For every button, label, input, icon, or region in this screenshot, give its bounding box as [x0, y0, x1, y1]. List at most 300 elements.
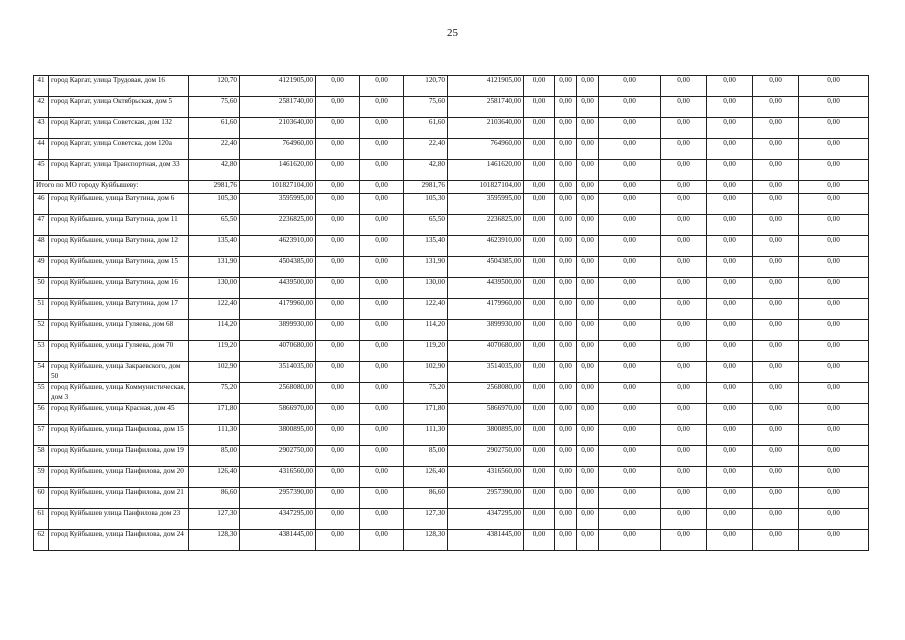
value-cell: 0,00 — [753, 278, 799, 299]
row-number: 56 — [34, 404, 49, 425]
value-cell: 111,30 — [404, 425, 448, 446]
value-cell: 0,00 — [555, 404, 577, 425]
value-cell: 75,60 — [189, 97, 240, 118]
value-cell: 0,00 — [661, 341, 707, 362]
table-row — [34, 509, 869, 530]
value-cell: 0,00 — [577, 299, 599, 320]
value-cell: 0,00 — [316, 362, 360, 383]
value-cell: 0,00 — [707, 362, 753, 383]
value-cell: 4623910,00 — [448, 236, 524, 257]
value-cell: 102,90 — [404, 362, 448, 383]
value-cell: 4179960,00 — [448, 299, 524, 320]
value-cell: 0,00 — [753, 181, 799, 194]
value-cell: 0,00 — [661, 160, 707, 181]
value-cell: 0,00 — [524, 488, 555, 509]
value-cell: 0,00 — [707, 467, 753, 488]
value-cell: 0,00 — [360, 118, 404, 139]
value-cell: 0,00 — [799, 76, 869, 97]
value-cell: 0,00 — [316, 467, 360, 488]
address-cell: город Куйбышев, улица Ватутина, дом 16 — [49, 278, 189, 299]
value-cell: 0,00 — [577, 530, 599, 551]
value-cell: 0,00 — [316, 425, 360, 446]
value-cell: 3595995,00 — [240, 194, 316, 215]
address-cell: город Каргат, улица Октябрьская, дом 5 — [49, 97, 189, 118]
value-cell: 0,00 — [555, 278, 577, 299]
value-cell: 0,00 — [555, 509, 577, 530]
value-cell: 0,00 — [555, 139, 577, 160]
value-cell: 0,00 — [799, 509, 869, 530]
value-cell: 0,00 — [316, 404, 360, 425]
address-cell: город Куйбышев, улица Закраевского, дом 50 — [49, 362, 189, 383]
value-cell: 86,60 — [189, 488, 240, 509]
value-cell: 4070680,00 — [448, 341, 524, 362]
value-cell: 65,50 — [404, 215, 448, 236]
table-row — [34, 488, 869, 509]
value-cell: 4347295,00 — [448, 509, 524, 530]
value-cell: 4121905,00 — [240, 76, 316, 97]
table-row — [34, 467, 869, 488]
table-row — [34, 320, 869, 341]
value-cell: 0,00 — [753, 236, 799, 257]
value-cell: 0,00 — [707, 236, 753, 257]
value-cell: 0,00 — [577, 118, 599, 139]
value-cell: 0,00 — [707, 257, 753, 278]
value-cell: 120,70 — [404, 76, 448, 97]
address-cell: город Каргат, улица Транспортная, дом 33 — [49, 160, 189, 181]
value-cell: 105,30 — [404, 194, 448, 215]
value-cell: 0,00 — [707, 404, 753, 425]
value-cell: 2236825,00 — [448, 215, 524, 236]
row-number: 57 — [34, 425, 49, 446]
value-cell: 0,00 — [555, 425, 577, 446]
value-cell: 5866970,00 — [448, 404, 524, 425]
value-cell: 0,00 — [577, 383, 599, 404]
value-cell: 0,00 — [360, 181, 404, 194]
value-cell: 0,00 — [707, 488, 753, 509]
value-cell: 2103640,00 — [448, 118, 524, 139]
address-cell: город Куйбышев, улица Ватутина, дом 11 — [49, 215, 189, 236]
row-number: 47 — [34, 215, 49, 236]
value-cell: 0,00 — [599, 446, 661, 467]
value-cell: 119,20 — [189, 341, 240, 362]
value-cell: 0,00 — [555, 362, 577, 383]
value-cell: 122,40 — [189, 299, 240, 320]
value-cell: 0,00 — [753, 215, 799, 236]
row-number: 41 — [34, 76, 49, 97]
value-cell: 0,00 — [524, 530, 555, 551]
value-cell: 0,00 — [316, 236, 360, 257]
address-cell: город Каргат, улица Трудовая, дом 16 — [49, 76, 189, 97]
value-cell: 2902750,00 — [240, 446, 316, 467]
value-cell: 0,00 — [799, 97, 869, 118]
value-cell: 0,00 — [799, 341, 869, 362]
value-cell: 764960,00 — [240, 139, 316, 160]
value-cell: 0,00 — [599, 404, 661, 425]
value-cell: 0,00 — [316, 488, 360, 509]
value-cell: 0,00 — [799, 194, 869, 215]
value-cell: 0,00 — [360, 299, 404, 320]
table-row — [34, 118, 869, 139]
value-cell: 0,00 — [524, 139, 555, 160]
value-cell: 86,60 — [404, 488, 448, 509]
address-cell: город Куйбышев, улица Гуляева, дом 70 — [49, 341, 189, 362]
value-cell: 0,00 — [799, 320, 869, 341]
value-cell: 0,00 — [316, 194, 360, 215]
value-cell: 22,40 — [189, 139, 240, 160]
value-cell: 0,00 — [753, 299, 799, 320]
value-cell: 0,00 — [524, 76, 555, 97]
value-cell: 4504385,00 — [240, 257, 316, 278]
value-cell: 0,00 — [555, 160, 577, 181]
value-cell: 0,00 — [360, 194, 404, 215]
value-cell: 105,30 — [189, 194, 240, 215]
address-cell: город Куйбышев, улица Ватутина, дом 12 — [49, 236, 189, 257]
address-cell: город Каргат, улица Советска, дом 120а — [49, 139, 189, 160]
value-cell: 0,00 — [799, 160, 869, 181]
value-cell: 0,00 — [707, 278, 753, 299]
value-cell: 0,00 — [577, 278, 599, 299]
value-cell: 0,00 — [599, 215, 661, 236]
value-cell: 0,00 — [555, 530, 577, 551]
value-cell: 4439500,00 — [448, 278, 524, 299]
value-cell: 0,00 — [577, 236, 599, 257]
value-cell: 131,90 — [189, 257, 240, 278]
value-cell: 111,30 — [189, 425, 240, 446]
table-body — [34, 76, 869, 551]
row-number: 55 — [34, 383, 49, 404]
value-cell: 126,40 — [404, 467, 448, 488]
value-cell: 0,00 — [316, 160, 360, 181]
value-cell: 85,00 — [189, 446, 240, 467]
value-cell: 0,00 — [360, 278, 404, 299]
value-cell: 101827104,00 — [448, 181, 524, 194]
value-cell: 0,00 — [555, 467, 577, 488]
value-cell: 0,00 — [555, 341, 577, 362]
value-cell: 0,00 — [577, 97, 599, 118]
row-number: 53 — [34, 341, 49, 362]
value-cell: 0,00 — [661, 383, 707, 404]
value-cell: 0,00 — [599, 278, 661, 299]
value-cell: 0,00 — [555, 97, 577, 118]
table-row — [34, 97, 869, 118]
value-cell: 42,80 — [404, 160, 448, 181]
value-cell: 0,00 — [661, 320, 707, 341]
value-cell: 764960,00 — [448, 139, 524, 160]
value-cell: 0,00 — [360, 236, 404, 257]
value-cell: 0,00 — [555, 181, 577, 194]
value-cell: 0,00 — [753, 467, 799, 488]
value-cell: 0,00 — [753, 446, 799, 467]
value-cell: 85,00 — [404, 446, 448, 467]
value-cell: 0,00 — [599, 383, 661, 404]
value-cell: 4347295,00 — [240, 509, 316, 530]
value-cell: 1461620,00 — [240, 160, 316, 181]
value-cell: 2981,76 — [404, 181, 448, 194]
value-cell: 3899930,00 — [240, 320, 316, 341]
value-cell: 0,00 — [360, 320, 404, 341]
value-cell: 0,00 — [316, 341, 360, 362]
value-cell: 0,00 — [577, 509, 599, 530]
value-cell: 0,00 — [661, 236, 707, 257]
table-row — [34, 362, 869, 383]
value-cell: 102,90 — [189, 362, 240, 383]
value-cell: 0,00 — [524, 320, 555, 341]
value-cell: 3800895,00 — [448, 425, 524, 446]
total-label: Итого по МО городу Куйбышеву: — [34, 181, 189, 194]
value-cell: 0,00 — [753, 341, 799, 362]
value-cell: 0,00 — [360, 467, 404, 488]
value-cell: 4121905,00 — [448, 76, 524, 97]
value-cell: 0,00 — [555, 488, 577, 509]
value-cell: 0,00 — [360, 530, 404, 551]
value-cell: 0,00 — [707, 341, 753, 362]
value-cell: 0,00 — [360, 404, 404, 425]
value-cell: 4316560,00 — [448, 467, 524, 488]
value-cell: 0,00 — [316, 97, 360, 118]
value-cell: 0,00 — [316, 530, 360, 551]
value-cell: 22,40 — [404, 139, 448, 160]
value-cell: 120,70 — [189, 76, 240, 97]
value-cell: 0,00 — [524, 194, 555, 215]
row-number: 50 — [34, 278, 49, 299]
value-cell: 0,00 — [599, 425, 661, 446]
value-cell: 0,00 — [316, 257, 360, 278]
value-cell: 2581740,00 — [448, 97, 524, 118]
value-cell: 0,00 — [555, 236, 577, 257]
value-cell: 0,00 — [316, 181, 360, 194]
row-number: 45 — [34, 160, 49, 181]
value-cell: 0,00 — [599, 341, 661, 362]
value-cell: 0,00 — [753, 139, 799, 160]
address-cell: город Куйбышев, улица Ватутина, дом 6 — [49, 194, 189, 215]
value-cell: 0,00 — [316, 215, 360, 236]
table-row — [34, 278, 869, 299]
value-cell: 119,20 — [404, 341, 448, 362]
value-cell: 0,00 — [524, 236, 555, 257]
value-cell: 0,00 — [360, 446, 404, 467]
value-cell: 0,00 — [524, 257, 555, 278]
value-cell: 65,50 — [189, 215, 240, 236]
value-cell: 0,00 — [524, 299, 555, 320]
value-cell: 0,00 — [599, 257, 661, 278]
address-cell: город Куйбышев, улица Панфилова, дом 15 — [49, 425, 189, 446]
value-cell: 0,00 — [360, 488, 404, 509]
value-cell: 0,00 — [661, 488, 707, 509]
value-cell: 0,00 — [799, 181, 869, 194]
value-cell: 0,00 — [316, 139, 360, 160]
value-cell: 61,60 — [189, 118, 240, 139]
value-cell: 0,00 — [753, 362, 799, 383]
value-cell: 171,80 — [404, 404, 448, 425]
value-cell: 0,00 — [577, 76, 599, 97]
row-number: 52 — [34, 320, 49, 341]
table-row — [34, 236, 869, 257]
value-cell: 0,00 — [360, 383, 404, 404]
value-cell: 122,40 — [404, 299, 448, 320]
value-cell: 101827104,00 — [240, 181, 316, 194]
value-cell: 0,00 — [799, 530, 869, 551]
value-cell: 0,00 — [577, 215, 599, 236]
value-cell: 0,00 — [524, 383, 555, 404]
value-cell: 2103640,00 — [240, 118, 316, 139]
value-cell: 128,30 — [404, 530, 448, 551]
value-cell: 0,00 — [799, 404, 869, 425]
value-cell: 0,00 — [599, 320, 661, 341]
page-number: 25 — [447, 27, 458, 39]
value-cell: 0,00 — [753, 160, 799, 181]
value-cell: 0,00 — [524, 278, 555, 299]
value-cell: 0,00 — [316, 320, 360, 341]
value-cell: 0,00 — [577, 257, 599, 278]
value-cell: 0,00 — [661, 257, 707, 278]
value-cell: 0,00 — [555, 257, 577, 278]
value-cell: 0,00 — [753, 383, 799, 404]
value-cell: 0,00 — [577, 194, 599, 215]
value-cell: 0,00 — [599, 236, 661, 257]
value-cell: 0,00 — [360, 425, 404, 446]
value-cell: 114,20 — [189, 320, 240, 341]
value-cell: 0,00 — [555, 118, 577, 139]
table-row — [34, 383, 869, 404]
value-cell: 0,00 — [661, 194, 707, 215]
value-cell: 75,20 — [404, 383, 448, 404]
value-cell: 0,00 — [707, 320, 753, 341]
address-cell: город Куйбышев, улица Красная, дом 45 — [49, 404, 189, 425]
value-cell: 0,00 — [577, 320, 599, 341]
value-cell: 0,00 — [707, 509, 753, 530]
value-cell: 135,40 — [189, 236, 240, 257]
value-cell: 0,00 — [661, 299, 707, 320]
value-cell: 0,00 — [316, 118, 360, 139]
value-cell: 75,20 — [189, 383, 240, 404]
value-cell: 0,00 — [661, 181, 707, 194]
address-cell: город Куйбышев, улица Коммунистическая, дом 3 — [49, 383, 189, 404]
value-cell: 3514035,00 — [240, 362, 316, 383]
value-cell: 0,00 — [599, 194, 661, 215]
value-cell: 4504385,00 — [448, 257, 524, 278]
value-cell: 0,00 — [707, 194, 753, 215]
address-cell: город Куйбышев, улица Панфилова, дом 21 — [49, 488, 189, 509]
row-number: 42 — [34, 97, 49, 118]
value-cell: 0,00 — [661, 467, 707, 488]
total-row — [34, 181, 869, 194]
row-number: 44 — [34, 139, 49, 160]
address-cell: город Куйбышев улица Панфилова дом 23 — [49, 509, 189, 530]
value-cell: 2236825,00 — [240, 215, 316, 236]
value-cell: 2902750,00 — [448, 446, 524, 467]
value-cell: 0,00 — [524, 425, 555, 446]
value-cell: 0,00 — [577, 404, 599, 425]
value-cell: 0,00 — [555, 299, 577, 320]
table-row — [34, 446, 869, 467]
value-cell: 0,00 — [524, 118, 555, 139]
value-cell: 0,00 — [753, 404, 799, 425]
value-cell: 2581740,00 — [240, 97, 316, 118]
value-cell: 0,00 — [555, 320, 577, 341]
value-cell: 0,00 — [599, 530, 661, 551]
value-cell: 0,00 — [753, 76, 799, 97]
value-cell: 0,00 — [599, 467, 661, 488]
value-cell: 0,00 — [707, 446, 753, 467]
value-cell: 0,00 — [524, 446, 555, 467]
value-cell: 0,00 — [661, 404, 707, 425]
value-cell: 4179960,00 — [240, 299, 316, 320]
value-cell: 0,00 — [316, 446, 360, 467]
value-cell: 0,00 — [599, 76, 661, 97]
row-number: 61 — [34, 509, 49, 530]
value-cell: 0,00 — [524, 341, 555, 362]
value-cell: 0,00 — [577, 160, 599, 181]
value-cell: 0,00 — [577, 446, 599, 467]
value-cell: 0,00 — [555, 194, 577, 215]
value-cell: 3800895,00 — [240, 425, 316, 446]
value-cell: 0,00 — [360, 362, 404, 383]
value-cell: 0,00 — [577, 425, 599, 446]
value-cell: 4381445,00 — [240, 530, 316, 551]
address-cell: город Куйбышев, улица Ватутина, дом 15 — [49, 257, 189, 278]
value-cell: 4439500,00 — [240, 278, 316, 299]
value-cell: 0,00 — [577, 488, 599, 509]
value-cell: 0,00 — [577, 341, 599, 362]
value-cell: 0,00 — [799, 118, 869, 139]
row-number: 59 — [34, 467, 49, 488]
value-cell: 0,00 — [707, 139, 753, 160]
row-number: 43 — [34, 118, 49, 139]
value-cell: 0,00 — [524, 160, 555, 181]
value-cell: 0,00 — [799, 236, 869, 257]
value-cell: 0,00 — [799, 257, 869, 278]
table-row — [34, 404, 869, 425]
value-cell: 0,00 — [316, 278, 360, 299]
value-cell: 0,00 — [599, 181, 661, 194]
address-cell: город Куйбышев, улица Панфилова, дом 19 — [49, 446, 189, 467]
value-cell: 0,00 — [799, 362, 869, 383]
value-cell: 0,00 — [360, 509, 404, 530]
value-cell: 0,00 — [555, 76, 577, 97]
value-cell: 2957390,00 — [448, 488, 524, 509]
value-cell: 0,00 — [753, 320, 799, 341]
value-cell: 0,00 — [316, 299, 360, 320]
value-cell: 0,00 — [599, 139, 661, 160]
value-cell: 0,00 — [577, 467, 599, 488]
value-cell: 0,00 — [799, 446, 869, 467]
value-cell: 0,00 — [661, 278, 707, 299]
value-cell: 0,00 — [577, 181, 599, 194]
value-cell: 4070680,00 — [240, 341, 316, 362]
value-cell: 0,00 — [799, 215, 869, 236]
value-cell: 0,00 — [661, 215, 707, 236]
address-cell: город Куйбышев, улица Гуляева, дом 68 — [49, 320, 189, 341]
value-cell: 114,20 — [404, 320, 448, 341]
value-cell: 75,60 — [404, 97, 448, 118]
value-cell: 0,00 — [707, 383, 753, 404]
value-cell: 0,00 — [524, 509, 555, 530]
value-cell: 0,00 — [577, 139, 599, 160]
value-cell: 130,00 — [189, 278, 240, 299]
value-cell: 0,00 — [360, 257, 404, 278]
value-cell: 0,00 — [753, 530, 799, 551]
value-cell: 0,00 — [316, 509, 360, 530]
value-cell: 2568080,00 — [448, 383, 524, 404]
value-cell: 0,00 — [753, 488, 799, 509]
value-cell: 0,00 — [316, 383, 360, 404]
value-cell: 128,30 — [189, 530, 240, 551]
value-cell: 0,00 — [599, 97, 661, 118]
value-cell: 130,00 — [404, 278, 448, 299]
value-cell: 127,30 — [189, 509, 240, 530]
value-cell: 4623910,00 — [240, 236, 316, 257]
value-cell: 0,00 — [577, 362, 599, 383]
